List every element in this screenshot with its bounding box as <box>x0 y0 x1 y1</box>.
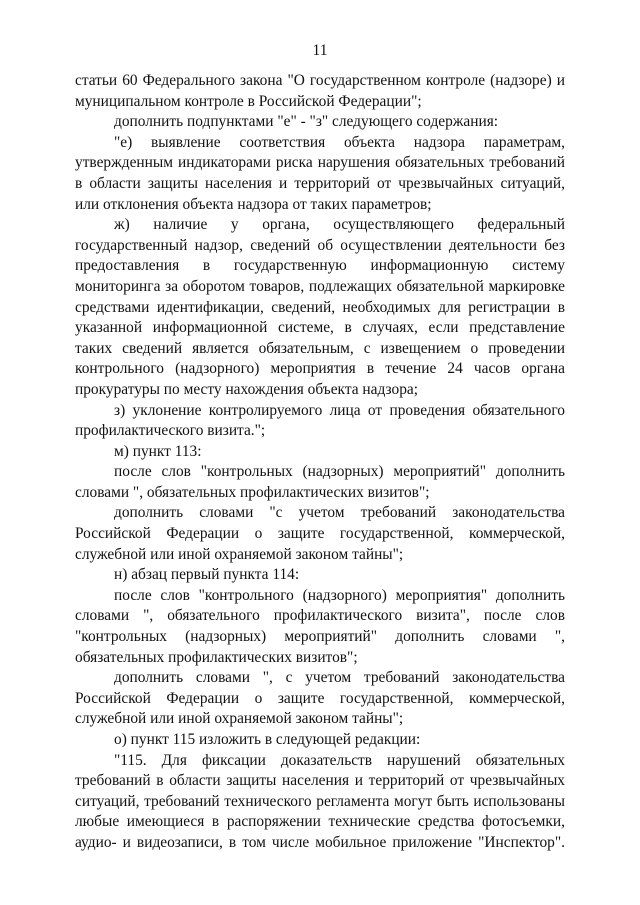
paragraph-subpoint-e: "е) выявление соответствия объекта надзора параметрам, утвержденным индикаторами риска нарушения обязательных требований в области защиты населения и территорий от чрезвычайных ситуаций, или отклонения объекта надзора от таких параметров; <box>75 133 565 213</box>
paragraph-item-m-after-words: после слов "контрольных (надзорных) мероприятий" дополнить словами ", обязательных профилактических визитов"; <box>75 463 565 501</box>
paragraph-amend-subpoints: дополнить подпунктами "е" - "з" следующего содержания: <box>114 113 499 131</box>
paragraph-item-m-add-words: дополнить словами "с учетом требований законодательства Российской Федерации о защите государственной, коммерческой, служебной или иной охраняемой законом тайны"; <box>75 504 565 563</box>
page-number: 11 <box>312 42 328 59</box>
paragraph-item-m: м) пункт 113: <box>114 442 202 460</box>
paragraph-item-n-after-words: после слов "контрольного (надзорного) мероприятия" дополнить словами ", обязательного профилактического визита", после слов "контрольных (надзорных) мероприятий" дополнить словами ", обязательных профилактических визитов"; <box>75 586 565 666</box>
paragraph-subpoint-z: з) уклонение контролируемого лица от проведения обязательного профилактического визита."; <box>75 401 565 440</box>
document-body <box>75 71 565 854</box>
paragraph-continuation: статьи 60 Федерального закона "О государственном контроле (надзоре) и муниципальном контроле в Российской Федерации"; <box>75 72 565 110</box>
paragraph-item-o: о) пункт 115 изложить в следующей редакции: <box>114 731 421 748</box>
paragraph-item-n: н) абзац первый пункта 114: <box>114 566 300 584</box>
paragraph-item-n-add-words: дополнить словами ", с учетом требований законодательства Российской Федерации о защите государственной, коммерческой, служебной или иной охраняемой законом тайны"; <box>75 669 565 728</box>
paragraph-subpoint-zh: ж) наличие у органа, осуществляющего федеральный государственный надзор, сведений об осуществлении деятельности без предоставления в государственную информационную систему мониторинга за оборотом товаров, подлежащих обязательной маркировке средствами идентификации, сведений, необходимых для регистрации в указанной информационной системе, в случаях, если представление таких сведений является обязательным, с извещением о проведении контрольного (надзорного) мероприятия в течение 24 часов органа прокуратуры по месту нахождения объекта надзора; <box>75 216 565 398</box>
paragraph-item-115: "115. Для фиксации доказательств нарушений обязательных требований в области защиты населения и территорий от чрезвычайных ситуаций, требований технического регламента могут быть использованы любые имеющиеся в распоряжении технические средства фотосъемки, аудио- и видеозаписи, в том числе мобильное приложение "Инспектор". <box>75 751 565 851</box>
